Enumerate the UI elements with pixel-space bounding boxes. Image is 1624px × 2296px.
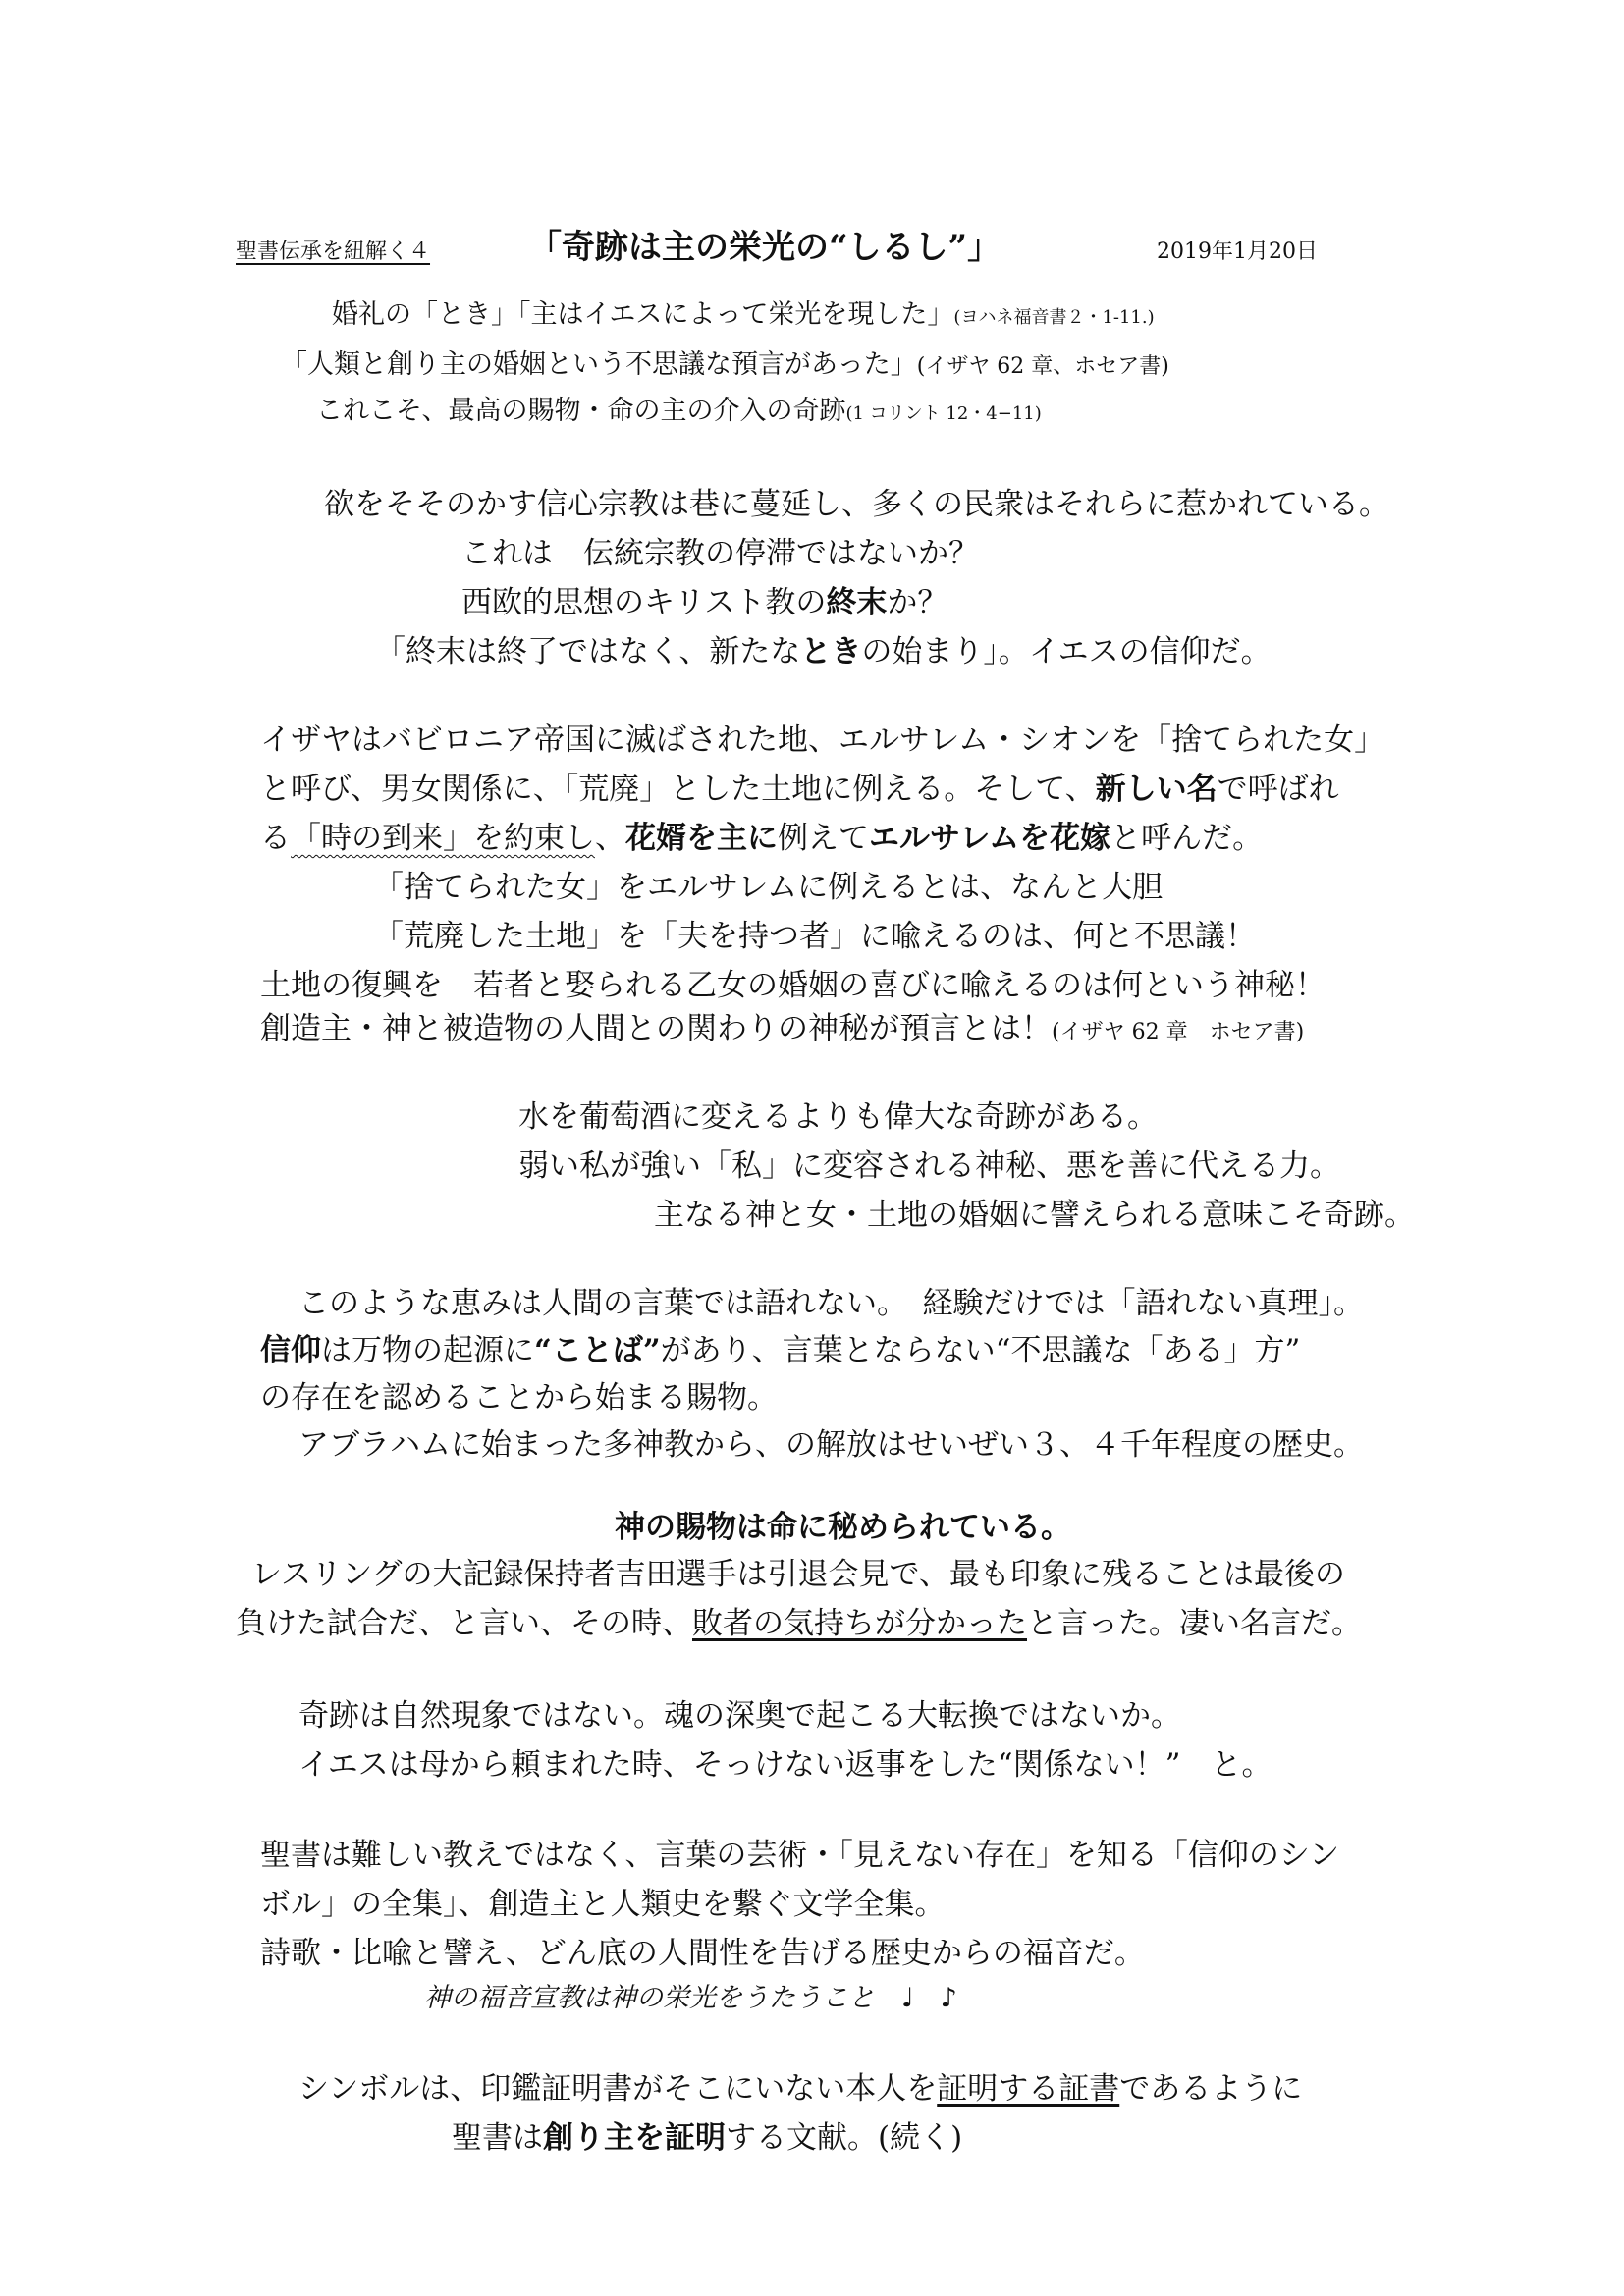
p8-line-2: 聖書は創り主を証明する文献。(続く) [452, 2120, 963, 2156]
intro-line-1: 婚礼の「とき」「主はイエスによって栄光を現した」(ヨハネ福音書２・1-11.) [332, 299, 1155, 330]
p3-line-1: 水を葡萄酒に変えるよりも偉大な奇跡がある。 [518, 1099, 1158, 1135]
p1-line-2: これは 伝統宗教の停滞ではないか？ [461, 536, 979, 571]
p5-line-1: レスリングの大記録保持者吉田選手は引退会見で、最も印象に残ることは最後の [251, 1557, 1345, 1592]
p2-line-5: 「荒廃した土地」を「夫を持つ者」に喩えるのは、何と不思議！ [373, 919, 1256, 954]
p2-line-1: イザヤはバビロニア帝国に滅ばされた地、エルサレム・シオンを「捨てられた女」 [260, 722, 1385, 758]
p7-line-4: 神の福音宣教は神の栄光をうたうこと ♩ ♪ [424, 1983, 957, 2013]
p6-line-1: 奇跡は自然現象ではない。魂の深奥で起こる大転換ではないか。 [298, 1698, 1181, 1734]
p7-line-1: 聖書は難しい教えではなく、言葉の芸術・「見えない存在」を知る「信仰のシン [260, 1838, 1340, 1873]
p2-line-2: と呼び、男女関係に、「荒廃」とした土地に例える。そして、新しい名で呼ばれ [260, 772, 1339, 807]
p4-line-4: アブラハムに始まった多神教から、の解放はせいぜい３、４千年程度の歴史。 [298, 1427, 1364, 1463]
p8-line-1: シンボルは、印鑑証明書がそこにいない本人を証明する証書であるように [298, 2071, 1303, 2107]
p6-line-2: イエスは母から頼まれた時、そっけない返事をした“関係ない！” と。 [298, 1747, 1272, 1783]
p4-line-2: 信仰は万物の起源に“ことば”があり、言葉とならない“不思議な「ある」方” [260, 1333, 1301, 1368]
p2-line-6: 土地の復興を 若者と娶られる乙女の婚姻の喜びに喩えるのは何という神秘！ [260, 968, 1326, 1003]
p5-heading: 神の賜物は命に秘められている。 [615, 1510, 1071, 1545]
p3-line-3: 主なる神と女・土地の婚姻に譬えられる意味こそ奇跡。 [654, 1198, 1415, 1233]
p2-line-4: 「捨てられた女」をエルサレムに例えるとは、なんと大胆 [373, 870, 1164, 905]
date-label: 2019年1月20日 [1157, 240, 1318, 264]
p4-line-1: このような恵みは人間の言葉では語れない。 経験だけでは「語れない真理」。 [298, 1286, 1364, 1321]
p5-line-2: 負けた試合だ、と言い、その時、敗者の気持ちが分かったと言った。凄い名言だ。 [236, 1606, 1362, 1641]
p7-line-3: 詩歌・比喩と譬え、どん底の人間性を告げる歴史からの福音だ。 [260, 1936, 1145, 1971]
p1-line-1: 欲をそそのかす信心宗教は巷に蔓延し、多くの民衆はそれらに惹かれている。 [324, 487, 1389, 522]
intro-line-3: これこそ、最高の賜物・命の主の介入の奇跡(1 コリント 12・4−11) [316, 396, 1042, 426]
p1-line-4: 「終末は終了ではなく、新たなときの始まり」。イエスの信仰だ。 [375, 634, 1272, 669]
p7-line-2: ボル」の全集」、創造主と人類史を繋ぐ文学全集。 [260, 1887, 946, 1922]
p2-line-7: 創造主・神と被造物の人間との関わりの神秘が預言とは！(イザヤ 62 章 ホセア書) [260, 1011, 1305, 1046]
series-label: 聖書伝承を紐解く４ [236, 240, 431, 264]
intro-line-2: 「人類と創り主の婚姻という不思議な預言があった」(イザヤ 62 章、ホセア書) [281, 349, 1169, 380]
p4-line-3: の存在を認めることから始まる賜物。 [260, 1380, 778, 1415]
p2-line-3: る「時の到来」を約束し、花婿を主に例えてエルサレムを花嫁と呼んだ。 [260, 821, 1264, 856]
page-title: 「奇跡は主の栄光の“しるし”」 [528, 228, 1001, 267]
p1-line-3: 西欧的思想のキリスト教の終末か？ [461, 585, 948, 620]
p3-line-2: 弱い私が強い「私」に変容される神秘、悪を善に代える力。 [518, 1148, 1340, 1184]
